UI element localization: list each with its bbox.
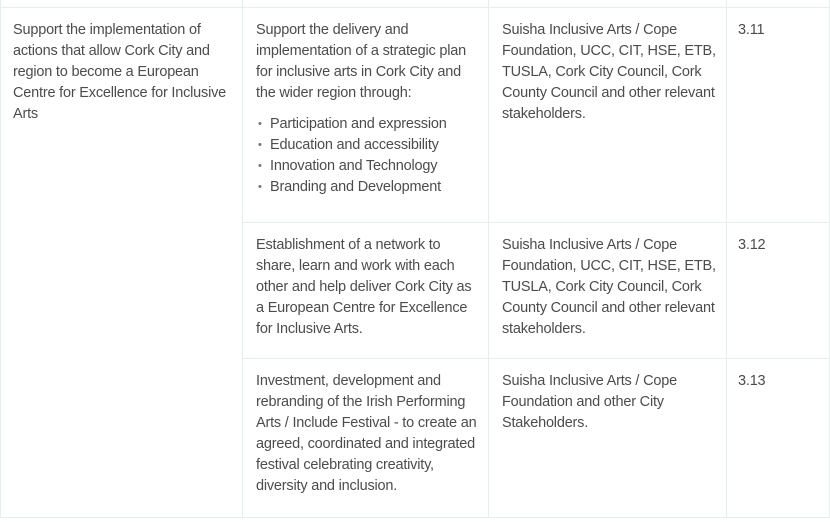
partners-cell-row3 [489, 358, 727, 518]
action-cell-row2 [243, 222, 489, 358]
bullet-list [256, 114, 478, 198]
goal-cell [0, 8, 243, 518]
partners-cell-row2 [489, 222, 727, 358]
table-strip-cell [0, 0, 243, 8]
bullet-item: • Innovation and Technology [256, 156, 478, 177]
ref-cell-row2 [727, 222, 830, 358]
bullet-item: • Participation and expression [256, 114, 478, 135]
action-cell-row3 [243, 358, 489, 518]
ref-number: 3.11 [738, 22, 765, 38]
ref-number: 3.13 [738, 373, 766, 389]
action-text: Investment, development and rebranding of the Irish Performing Arts / Include Festival - to create an agreed, coordinated and integrated festival celebrating creativity, diversity and inclusion. [256, 373, 477, 494]
action-cell-row1 [243, 8, 489, 222]
partners-text: Suisha Inclusive Arts / Cope Foundation, UCC, CIT, HSE, ETB, TUSLA, Cork City Council, Cork County Council and other relevant stakeholders. [502, 237, 716, 337]
action-text: Establishment of a network to share, learn and work with each other and help deliver Cork City as a European Centre for Excellence for Inclusive Arts. [256, 237, 472, 337]
ref-number: 3.12 [738, 237, 766, 253]
partners-text: Suisha Inclusive Arts / Cope Foundation and other City Stakeholders. [502, 373, 677, 431]
table-strip-cell [489, 0, 727, 8]
table-strip-cell [243, 0, 489, 8]
partners-cell-row1 [489, 8, 727, 222]
action-text: Support the delivery and implementation of a strategic plan for inclusive arts in Cork City and the wider region through: [256, 22, 467, 101]
partners-text: Suisha Inclusive Arts / Cope Foundation, UCC, CIT, HSE, ETB, TUSLA, Cork City Council, Cork County Council and other relevant stakeholders. [502, 22, 716, 122]
table-strip-cell [727, 0, 830, 8]
goal-text: Support the implementation of actions that allow Cork City and region to become a European Centre for Excellence for Inclusive Arts [13, 22, 227, 122]
ref-cell-row3 [727, 358, 830, 518]
ref-cell-row1 [727, 8, 830, 222]
bullet-item: • Branding and Development [256, 177, 478, 198]
bullet-item: • Education and accessibility [256, 135, 478, 156]
